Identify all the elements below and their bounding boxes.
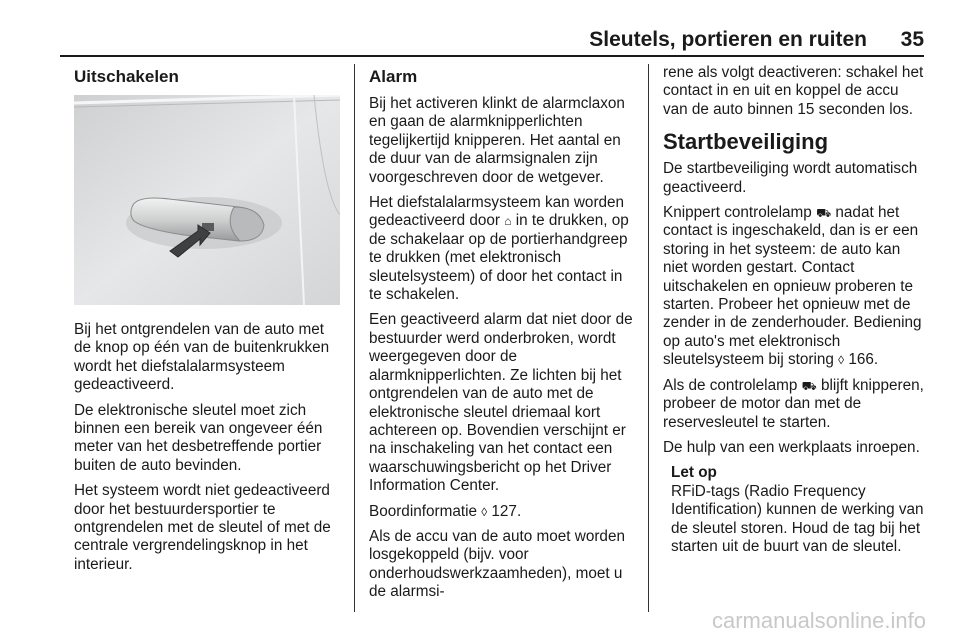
section-heading-alarm: Alarm	[369, 67, 418, 86]
header-title: Sleutels, portieren en ruiten	[589, 28, 867, 51]
door-handle-illustration	[74, 95, 340, 305]
page-number: 35	[900, 28, 924, 51]
immobilizer-warning-icon: ⛟	[801, 378, 817, 393]
page-ref: 127.	[491, 502, 522, 520]
column-1	[74, 64, 342, 581]
page-reference-arrow-icon: ◊	[481, 504, 488, 519]
paragraph: Bij het activeren klinkt de alarmclaxon en gaan de alarmknipperlichten tegelijkertijd knipperen. Het aantal en de duur van de alarmsignalen zijn voorgeschreven door de wetgever.	[369, 95, 625, 186]
paragraph: Bij het ontgrendelen van de auto met de knop op één van de buitenkrukken wordt het diefstalalarmsysteem gedeactiveerd.	[74, 321, 330, 394]
section-heading-uitschakelen: Uitschakelen	[74, 67, 179, 86]
text: in te drukken, op de schakelaar op de portierhandgreep te drukken (met elektronisch sleutelsysteem) of door het contact in te schakelen.	[369, 212, 629, 304]
paragraph: De elektronische sleutel moet zich binnen een bereik van ongeveer één meter van het desbetreffende portier buiten de auto bevinden.	[74, 401, 323, 474]
note-box	[663, 464, 927, 556]
column-2	[369, 64, 635, 609]
paragraph: rene als volgt deactiveren: schakel het contact in en uit en koppel de accu van de auto binnen 15 seconden los.	[663, 64, 924, 118]
paragraph: Het systeem wordt niet gedeactiveerd door het bestuurdersportier te ontgrendelen met de sleutel of met de centrale vergrendelingsknop in het interieur.	[74, 482, 331, 573]
note-title: Let op	[671, 464, 717, 482]
watermark: carmanualsonline.info	[711, 608, 926, 633]
paragraph: De hulp van een werkplaats inroepen.	[663, 438, 920, 456]
immobilizer-warning-icon: ⛟	[816, 206, 832, 221]
paragraph	[663, 377, 927, 432]
section-heading-startbeveiliging: Startbeveiliging	[663, 129, 829, 155]
text: Boordinformatie	[369, 502, 477, 520]
text: nadat het contact is ingeschakeld, dan is er een storing in het systeem: de auto kan niet worden gestart. Contact uitschakelen en opnieuw proberen te starten. Probeer het opnieuw met de zender in de zenderhouder. Bediening op auto's met elektronisch sleutelsysteem bij storing	[663, 204, 922, 369]
header-rule	[60, 55, 924, 57]
page-ref: 166.	[848, 351, 879, 369]
paragraph	[369, 194, 635, 304]
cross-reference	[369, 503, 635, 521]
page-reference-arrow-icon: ◊	[838, 353, 845, 368]
text: Knippert controlelamp	[663, 204, 812, 222]
column-3	[663, 64, 927, 556]
text: Als de controlelamp	[663, 376, 798, 394]
column-divider	[648, 64, 649, 612]
lock-button-icon: ⌂	[504, 214, 512, 229]
paragraph	[663, 204, 927, 370]
paragraph: Als de accu van de auto moet worden losgekoppeld (bijv. voor onderhoudswerkzaamheden), moet u de alarmsi-	[369, 527, 625, 601]
paragraph: De startbeveiliging wordt automatisch geactiveerd.	[663, 160, 918, 196]
text: blijft knipperen, probeer de motor dan met de reservesleutel te starten.	[663, 376, 924, 431]
column-divider	[354, 64, 355, 612]
note-text: RFiD-tags (Radio Frequency Identification) kunnen de werking van de sleutel storen. Houd de tag bij het starten uit de buurt van de sleutel.	[671, 482, 924, 555]
text: Het diefstalalarmsysteem kan worden gedeactiveerd door	[369, 194, 625, 230]
paragraph: Een geactiveerd alarm dat niet door de bestuurder werd onderbroken, wordt weergegeven door de alarmknipperlichten. Ze lichten bij het ontgrendelen van de auto met de elektronische sleutel driemaal kort achtereen op. Bovendien verschijnt er na inschakeling van het contact een waarschuwingsbericht op het Driver Information Center.	[369, 311, 633, 495]
